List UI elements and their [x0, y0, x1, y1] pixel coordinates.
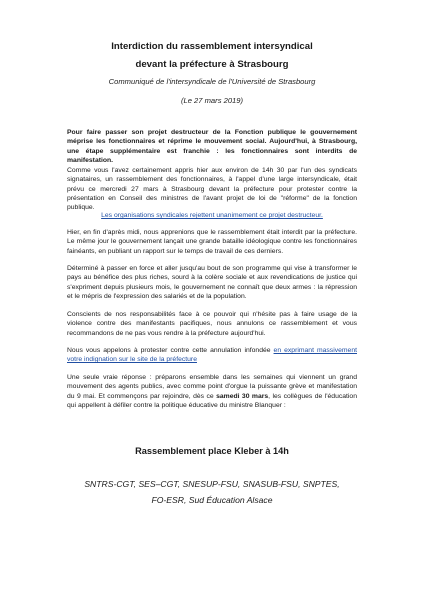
- protest-paragraph: [67, 346, 357, 365]
- mobilisation-text-end: , les collègues de l'éducation qui appellent à défiler contre la politique éducative du ministre Blanquer :: [67, 392, 357, 409]
- signatories-line1: SNTRS-CGT, SES–CGT, SNESUP-FSU, SNASUB-FSU, SNPTES,: [84, 479, 340, 489]
- protest-text: Nous vous appelons à protester contre cette annulation infondée: [67, 347, 274, 354]
- mobilisation-date: samedi 30 mars: [216, 392, 269, 400]
- document-title-line1: Interdiction du rassemblement intersyndical: [111, 41, 313, 52]
- context-paragraph: Comme vous l'avez certainement appris hier aux environ de 14h 30 par l'un des syndicats signataires, un rassemblement des fonctionnaires, à l'appel d'une large intersyndicale, était prévu ce mercredi 27 mars à Strasbourg devant la préfecture pour protester contre la présentation en Conseil des ministres de l'avant projet de loi de "réforme" de la fonction publique.: [67, 167, 357, 212]
- mobilisation-text-start: Une seule vraie réponse : préparons ensemble dans les semaines qui viennent un grand mouvement des agents publics, avec comme point d'orgue la puissante grève et manifestation du 9 mai. Et commençons par rejoindre, dès ce: [67, 374, 357, 400]
- cancellation-paragraph: Conscients de nos responsabilités face à ce pouvoir qui n'hésite pas à faire usage de la violence contre des manifestants pacifiques, nous annulons ce rassemblement et vous recommandons de ne pas vous rendre à la préfecture aujourd'hui.: [67, 311, 357, 337]
- signatories-line2: FO-ESR, Sud Éducation Alsace: [151, 495, 273, 505]
- rejection-link[interactable]: Les organisations syndicales rejettent unanimement ce projet destructeur.: [101, 212, 323, 219]
- mobilisation-paragraph: [67, 373, 357, 410]
- intro-paragraph: Pour faire passer son projet destructeur de la Fonction publique le gouvernement méprise les fonctionnaires et réprime le mouvement social. Aujourd'hui, à Strasbourg, une étape supplémentaire est franchie : les fonctionnaires sont interdits de manifestation.: [67, 129, 357, 164]
- document-title-line2: devant la préfecture à Strasbourg: [135, 59, 289, 70]
- prefecture-site-link[interactable]: en exprimant massivement votre indignation sur le site de la préfecture: [67, 347, 357, 364]
- ban-paragraph: Hier, en fin d'après midi, nous apprenions que le rassemblement était interdit par la préfecture. Le même jour le gouvernement lançait une grande bataille idéologique contre les fonctionnaires fainéants, en publiant un rapport sur le temps de travail de ces derniers.: [67, 229, 357, 255]
- government-paragraph: Déterminé à passer en force et aller jusqu'au bout de son programme qui vise à transformer le pays au bénéfice des plus riches, sourd à la colère sociale et aux revendications de justice qui s'expriment depuis plusieurs mois, le gouvernement ne connaît que deux armes : la répression et le mépris de l'expression des salariés et de la population.: [67, 265, 357, 300]
- document-subtitle: Communiqué de l'intersyndicale de l'Université de Strasbourg: [108, 77, 316, 86]
- rally-announcement: Rassemblement place Kleber à 14h: [135, 446, 289, 456]
- document-date: (Le 27 mars 2019): [180, 96, 244, 105]
- rejection-paragraph: [67, 211, 357, 220]
